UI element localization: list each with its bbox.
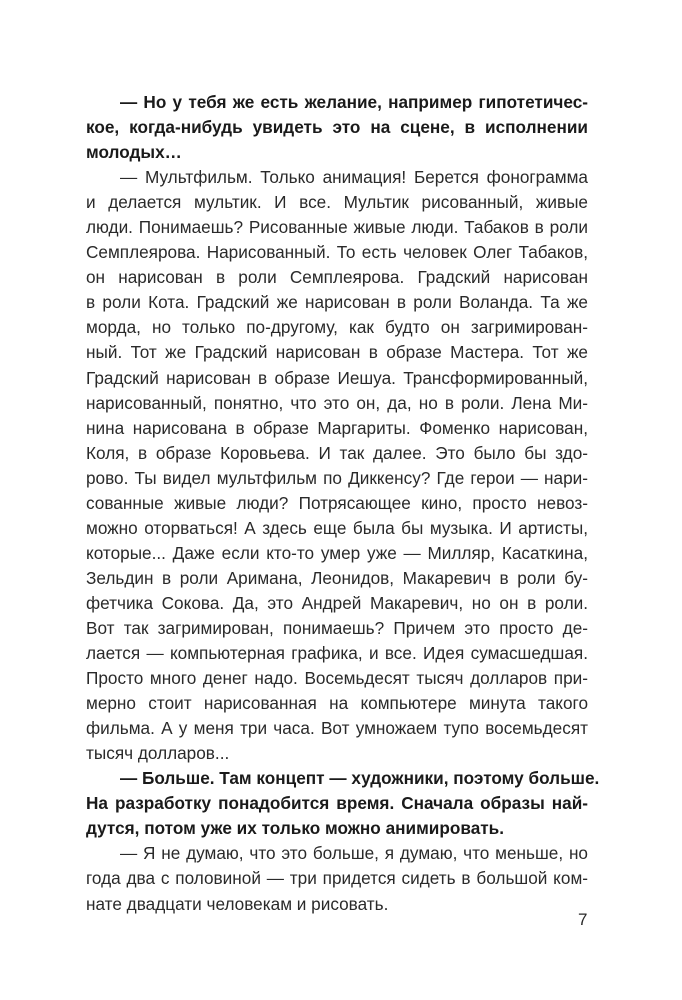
- text-line: тысяч долларов...: [86, 743, 230, 764]
- text-line: — Я не думаю, что это больше, я думаю, что меньше, но: [120, 843, 588, 864]
- interviewer-question: [86, 766, 600, 841]
- text-line: — Больше. Там концепт — художники, поэтому больше.: [120, 768, 600, 789]
- text-line: года два с половиной — три придется сидеть в большой ком-: [86, 868, 588, 889]
- text-line: нарисованный, понятно, что это он, да, но в роли. Лена Ми-: [86, 392, 588, 413]
- answer-paragraph: [86, 165, 588, 766]
- text-line: Семплеярова. Нарисованный. То есть человек Олег Табаков,: [86, 242, 588, 263]
- text-line: кое, когда-нибудь увидеть это на сцене, в исполнении: [86, 117, 588, 138]
- text-line: Просто много денег надо. Восемьдесят тысяч долларов при-: [86, 668, 588, 689]
- text-line: можно оторваться! А здесь еще была бы музыка. И артисты,: [86, 517, 588, 538]
- text-line: ный. Тот же Градский нарисован в образе Мастера. Тот же: [86, 342, 588, 363]
- interviewer-question: [86, 90, 588, 165]
- text-line: — Мультфильм. Только анимация! Берется фонограмма: [120, 167, 588, 188]
- text-line: морда, но только по-другому, как будто он загримирован-: [86, 317, 588, 338]
- page-body-text: [86, 90, 600, 917]
- text-line: молодых…: [86, 142, 182, 163]
- page-number: 7: [578, 910, 588, 929]
- text-line: рово. Ты видел мультфильм по Диккенсу? Где герои — нари-: [86, 467, 588, 488]
- text-line: в роли Кота. Градский же нарисован в роли Воланда. Та же: [86, 292, 588, 313]
- text-line: нате двадцати человекам и рисовать.: [86, 893, 389, 914]
- text-line: нина нарисована в образе Маргариты. Фоменко нарисован,: [86, 417, 588, 438]
- text-line: — Но у тебя же есть желание, например гипотетичес-: [120, 92, 588, 112]
- text-line: дутся, потом уже их только можно анимировать.: [86, 818, 505, 839]
- text-line: люди. Понимаешь? Рисованные живые люди. Табаков в роли: [86, 217, 588, 238]
- text-line: и делается мультик. И все. Мультик рисованный, живые: [86, 192, 588, 213]
- text-line: фильма. А у меня три часа. Вот умножаем тупо восемьдесят: [86, 718, 588, 739]
- text-line: Градский нарисован в образе Иешуа. Трансформированный,: [86, 367, 588, 388]
- text-line: Зельдин в роли Аримана, Леонидов, Макаревич в роли бу-: [86, 567, 588, 588]
- text-line: лается — компьютерная графика, и все. Идея сумасшедшая.: [86, 643, 588, 664]
- text-line: он нарисован в роли Семплеярова. Градский нарисован: [86, 267, 588, 288]
- text-line: сованные живые люди? Потрясающее кино, просто невоз-: [86, 492, 588, 513]
- text-line: Коля, в образе Коровьева. И так далее. Это было бы здо-: [86, 442, 588, 463]
- text-line: которые... Даже если кто-то умер уже — Милляр, Касаткина,: [86, 542, 588, 563]
- text-line: Вот так загримирован, понимаешь? Причем это просто де-: [86, 617, 588, 638]
- answer-paragraph: [86, 841, 588, 916]
- text-line: фетчика Сокова. Да, это Андрей Макаревич, но он в роли.: [86, 592, 588, 613]
- text-line: На разработку понадобится время. Сначала образы най-: [86, 793, 588, 814]
- text-line: мерно стоит нарисованная на компьютере минута такого: [86, 693, 588, 714]
